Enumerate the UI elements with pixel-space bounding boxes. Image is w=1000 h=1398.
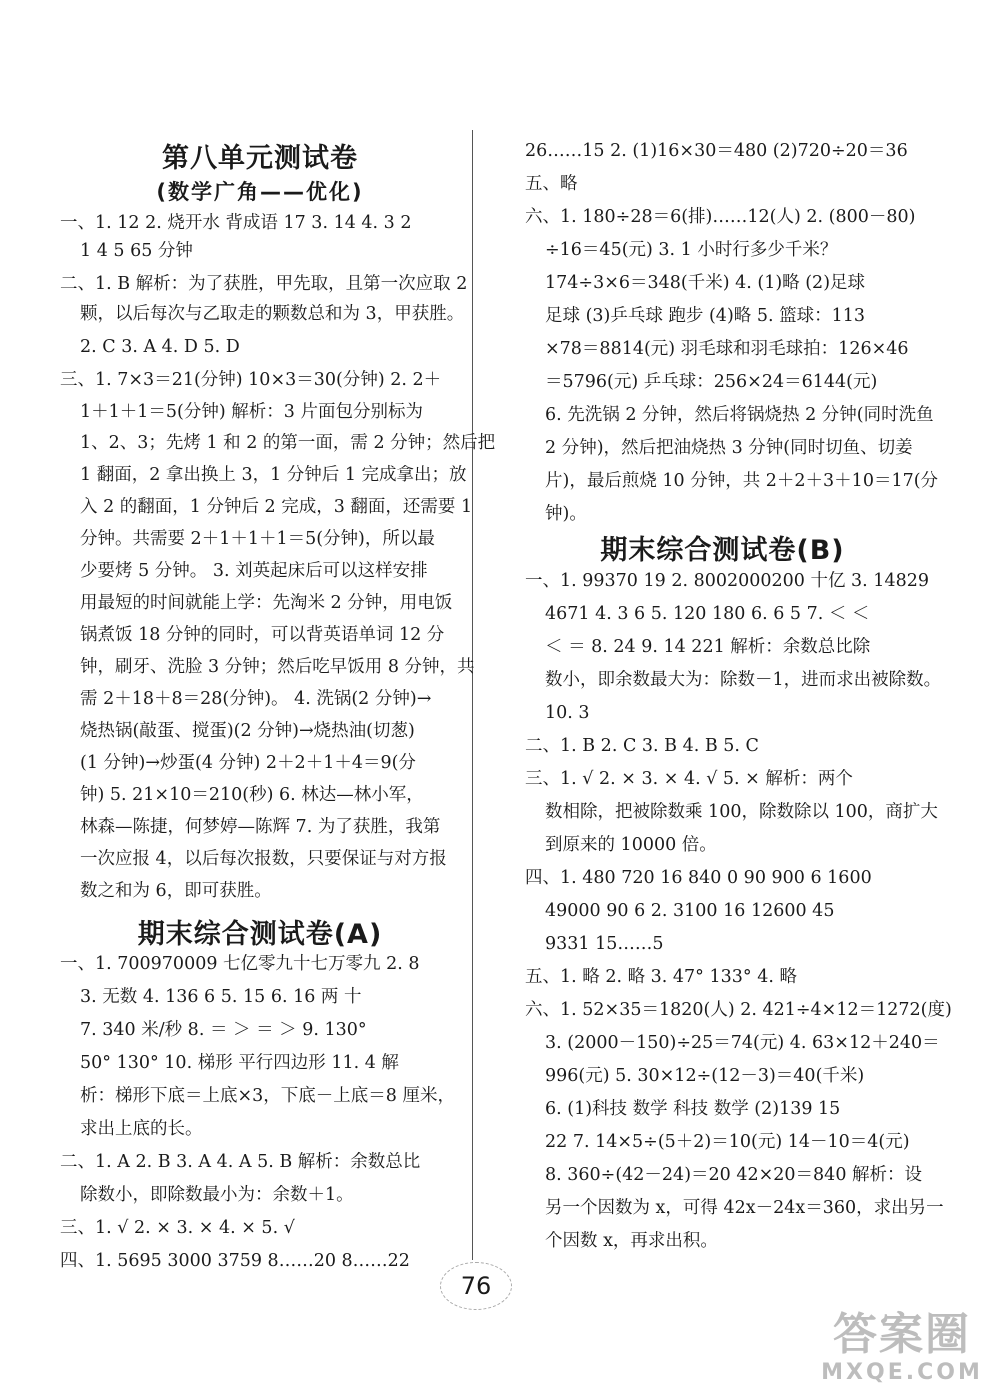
watermark-logo [812, 1310, 992, 1396]
answer-line: 数小，即余数最大为：除数－1，进而求出被除数。 [545, 670, 942, 690]
answer-line: 8. 360÷(42－24)＝20 42×20＝840 解析：设 [545, 1165, 923, 1185]
answer-line: 求出上底的长。 [80, 1119, 203, 1139]
answer-line: 钟) 5. 21×10＝210(秒) 6. 林达—林小军， [80, 785, 424, 805]
answer-line: 钟，刷牙、洗脸 3 分钟；然后吃早饭用 8 分钟，共 [80, 657, 475, 677]
answer-line: 除数小，即除数最小为：余数＋1。 [80, 1185, 354, 1205]
answer-line: 五、略 [525, 174, 578, 194]
answer-line: 三、1. 7×3＝21(分钟) 10×3＝30(分钟) 2. 2＋ [60, 370, 442, 390]
answer-line: 6. (1)科技 数学 科技 数学 (2)139 15 [545, 1099, 841, 1119]
answer-line: 50° 130° 10. 梯形 平行四边形 11. 4 解 [80, 1053, 399, 1073]
answer-line: 4671 4. 3 6 5. 120 180 6. 6 5 7. ＜ ＜ [545, 604, 870, 624]
answer-line: 6. 先洗锅 2 分钟，然后将锅烧热 2 分钟(同时洗鱼 [545, 405, 934, 425]
answer-line: 一次应报 4，以后每次报数，只要保证与对方报 [80, 849, 447, 869]
column-divider [472, 130, 473, 1260]
watermark-main-text: 答案圈 [833, 1309, 971, 1360]
answer-line: 一、1. 700970009 七亿零九十七万零九 2. 8 [60, 954, 420, 974]
answer-line: 到原来的 10000 倍。 [545, 835, 717, 855]
answer-line: 1 4 5 65 分钟 [80, 241, 193, 261]
answer-line: 1、2、3；先烤 1 和 2 的第一面，需 2 分钟；然后把 [80, 433, 496, 453]
answer-line: 四、1. 480 720 16 840 0 90 900 6 1600 [525, 868, 872, 888]
answer-line: 1＋1＋1＝5(分钟) 解析：3 片面包分别标为 [80, 402, 423, 422]
answer-line: 二、1. B 解析：为了获胜，甲先取，且第一次应取 2 [60, 274, 468, 294]
answer-line: 996(元) 5. 30×12÷(12－3)＝40(千米) [545, 1066, 865, 1086]
answer-line: 钟)。 [545, 504, 587, 524]
answer-line: 3. (2000－150)÷25＝74(元) 4. 63×12＋240＝ [545, 1033, 940, 1053]
answer-line: 锅煮饭 18 分钟的同时，可以背英语单词 12 分 [80, 625, 445, 645]
answer-line: 49000 90 6 2. 3100 16 12600 45 [545, 901, 835, 921]
answer-line: 少要烤 5 分钟。 3. 刘英起床后可以这样安排 [80, 561, 428, 581]
answer-line: 三、1. √ 2. × 3. × 4. × 5. √ [60, 1218, 295, 1238]
answer-line: 用最短的时间就能上学：先淘米 2 分钟，用电饭 [80, 593, 453, 613]
answer-line: 入 2 的翻面，1 分钟后 2 完成，3 翻面，还需要 1 [80, 497, 473, 517]
answer-line: 2. C 3. A 4. D 5. D [80, 337, 240, 357]
answer-line: 足球 (3)乒乓球 跑步 (4)略 5. 篮球：113 [545, 306, 865, 326]
answer-line: 五、1. 略 2. 略 3. 47° 133° 4. 略 [525, 967, 797, 987]
answer-line: 四、1. 5695 3000 3759 8……20 8……22 [60, 1251, 410, 1271]
answer-line: 分钟。共需要 2＋1＋1＋1＝5(分钟)，所以最 [80, 529, 435, 549]
section-subtitle-unit8: (数学广角——优化) [156, 180, 364, 204]
answer-line: 7. 340 米/秒 8. ＝ ＞ ＝ ＞ 9. 130° [80, 1020, 367, 1040]
answer-line: 六、1. 180÷28＝6(排)……12(人) 2. (800－80) [525, 207, 916, 227]
answer-line: 颗，以后每次与乙取走的颗数总和为 3，甲获胜。 [80, 304, 465, 324]
answer-line: 二、1. A 2. B 3. A 4. A 5. B 解析：余数总比 [60, 1152, 421, 1172]
answer-line: 数相除，把被除数乘 100，除数除以 100，商扩大 [545, 802, 938, 822]
answer-line: ÷16＝45(元) 3. 1 小时行多少千米？ [545, 240, 838, 260]
answer-line: 二、1. B 2. C 3. B 4. B 5. C [525, 736, 759, 756]
answer-line: 1 翻面，2 拿出换上 3，1 分钟后 1 完成拿出；放 [80, 465, 467, 485]
answer-line: 需 2＋18＋8＝28(分钟)。 4. 洗锅(2 分钟)→ [80, 689, 432, 709]
answer-line: 析：梯形下底＝上底×3，下底－上底＝8 厘米， [80, 1086, 455, 1106]
answer-line: 烧热锅(敲蛋、搅蛋)(2 分钟)→烧热油(切葱) [80, 721, 415, 741]
answer-line: 一、1. 99370 19 2. 8002000200 十亿 3. 14829 [525, 571, 929, 591]
section-title-final-b: 期末综合测试卷(B) [600, 535, 845, 566]
page-number: 76 [440, 1262, 512, 1310]
answer-line: 三、1. √ 2. × 3. × 4. √ 5. × 解析：两个 [525, 769, 853, 789]
answer-line: 9331 15……5 [545, 934, 664, 954]
watermark-sub-text: MXQE.COM [821, 1360, 983, 1385]
answer-line: 10. 3 [545, 703, 590, 723]
answer-line: 22 7. 14×5÷(5＋2)＝10(元) 14－10＝4(元) [545, 1132, 910, 1152]
answer-line: 林森—陈捷，何梦婷—陈辉 7. 为了获胜，我第 [80, 817, 441, 837]
answer-line: ＜ ＝ 8. 24 9. 14 221 解析：余数总比除 [545, 637, 871, 657]
answer-line: 数之和为 6，即可获胜。 [80, 881, 272, 901]
answer-line: 另一个因数为 x，可得 42x－24x＝360，求出另一 [545, 1198, 944, 1218]
section-title-unit8: 第八单元测试卷 [162, 143, 358, 174]
answer-line: 26……15 2. (1)16×30＝480 (2)720÷20＝36 [525, 141, 908, 161]
answer-line: 六、1. 52×35＝1820(人) 2. 421÷4×12＝1272(度) [525, 1000, 952, 1020]
answer-line: 片)，最后煎烧 10 分钟，共 2＋2＋3＋10＝17(分 [545, 471, 939, 491]
answer-line: 个因数 x，再求出积。 [545, 1231, 718, 1251]
answer-line: ＝5796(元) 乒乓球：256×24＝6144(元) [545, 372, 878, 392]
answer-line: 一、1. 12 2. 烧开水 背成语 17 3. 14 4. 3 2 [60, 213, 412, 233]
answer-line: ×78＝8814(元) 羽毛球和羽毛球拍：126×46 [545, 339, 909, 359]
answer-line: (1 分钟)→炒蛋(4 分钟) 2＋2＋1＋4＝9(分 [80, 753, 416, 773]
answer-line: 3. 无数 4. 136 6 5. 15 6. 16 两 十 [80, 987, 362, 1007]
answer-line: 174÷3×6＝348(千米) 4. (1)略 (2)足球 [545, 273, 866, 293]
section-title-final-a: 期末综合测试卷(A) [137, 919, 383, 950]
answer-line: 2 分钟)，然后把油烧热 3 分钟(同时切鱼、切姜 [545, 438, 913, 458]
